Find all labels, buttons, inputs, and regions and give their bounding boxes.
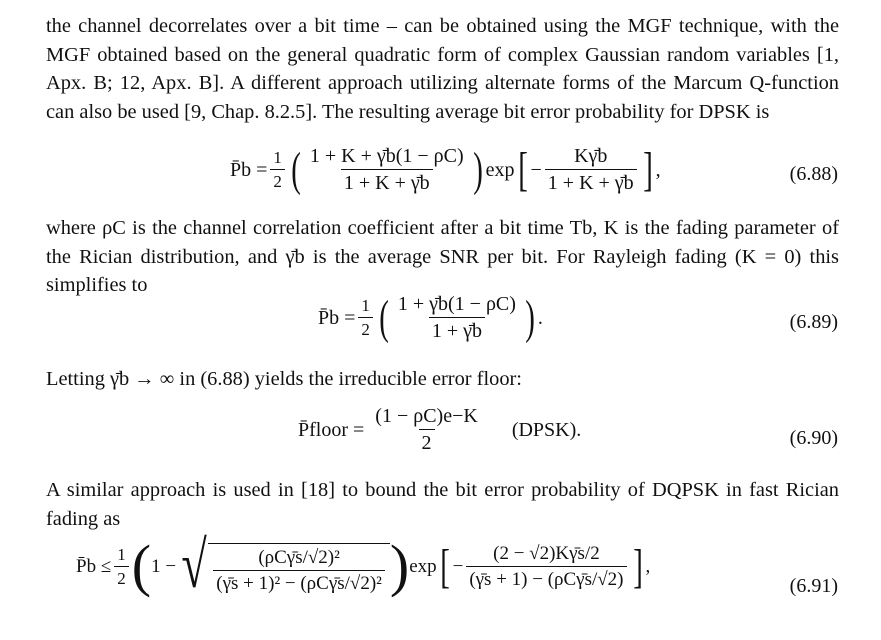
eq688-half-den: 2 [270,169,285,190]
eq689-tail: . [537,306,543,329]
eq691-exp: exp [409,555,437,577]
eq691-tail: , [645,555,651,577]
eq691-sqrt-den: (γ̄s + 1)² − (ρCγ̄s/√2)² [213,570,385,593]
equation-6-88: P̄b = $\frac{1}{2}$ ( $\frac{1 + K + \gammāb(1 - \rho C)}{1 + K + \gammāb}$ ) exp [ − $\frac{K\gammāb}{1 + K + \gammāb}$ ] , (6.88) [230,142,838,196]
equation-6-91: P̄b ≤ $\frac{1}{2}$ ( 1 − √ $\frac{\text{(ρCγ̄s/√2)²}}{\text{(γ̄s + 1)² − (ρCγ̄s/√2)²}}$ ) exp [ − $\frac{(2 - √2)K\gammās/2}{\text{(γ̄s + 1) − (ρCγ̄s/√2)}}$ ] , (6.91) [76,529,838,602]
eq690-label: (DPSK). [511,418,582,441]
eq689-half-den: 2 [358,317,373,338]
eq688-minus: − [530,158,542,181]
eq691-sqrt-num: (ρCγ̄s/√2)² [258,546,340,568]
eq688-exp: exp [485,158,515,181]
eq691-minus: − [452,555,464,577]
eq688-tail: , [655,158,661,181]
eq691-exp-num: (2 − √2)Kγ̄s/2 [493,542,600,564]
eq688-exp-den: 1 + K + γ̄b [545,169,637,193]
eq688-number: (6.88) [789,163,838,185]
eq689-frac-num: 1 + γ̄b(1 − ρC) [397,293,516,315]
eq688-exp-num: Kγ̄b [574,145,608,167]
equation-6-89: P̄b = $\frac{1}{2}$ ( $\frac{1 + \gammāb(1 - \rho C)}{1 + \gammāb}$ ) . (6.89) [318,290,838,344]
paragraph-dqpsk: A similar approach is used in [18] to bound the bit error probability of DQPSK in fast Rician fading as [46,479,839,530]
eq689-lhs: P̄b = [318,306,356,329]
eq690-frac-num: (1 − ρC)e−K [375,405,478,427]
paragraph-error-floor: Letting γ̄b → ∞ in (6.88) yields the irreducible error floor: [46,368,522,390]
eq690-lhs: P̄floor = [298,418,365,441]
eq690-frac-den: 2 [419,429,435,453]
eq688-lhs: P̄b = [230,158,268,181]
equation-6-90 [40,406,840,466]
eq690-number: (6.90) [789,427,838,449]
paragraph-correlation: where ρC is the channel correlation coefficient after a bit time Tb, K is the fading parameter of the Rician distribution, and γ̄b is the average SNR per bit. For Rayleigh fading (K = 0) this simplifies to [46,217,839,296]
eq691-one-minus: 1 − [151,555,177,577]
eq688-frac-den: 1 + K + γ̄b [341,169,433,193]
eq691-half-num: 1 [117,544,126,564]
paragraph-intro: the channel decorrelates over a bit time – can be obtained using the MGF technique, with the MGF obtained based on the general quadratic form of complex Gaussian random variables [1, Apx. B; 12, Apx. B]. A different approach utilizing alternate forms of the Marcum Q-function can also be used [9, Chap. 8.2.5]. The resulting average bit error probability for DPSK is [46,15,839,123]
eq691-lhs: P̄b ≤ [76,555,112,577]
eq691-exp-den: (γ̄s + 1) − (ρCγ̄s/√2) [466,566,626,589]
eq688-half-num: 1 [273,148,282,167]
eq691-half-den: 2 [114,566,129,587]
eq691-number: (6.91) [789,575,838,597]
eq689-number: (6.89) [789,311,838,333]
eq689-half-num: 1 [361,296,370,315]
eq689-frac-den: 1 + γ̄b [429,317,485,341]
eq688-frac-num: 1 + K + γ̄b(1 − ρC) [309,145,464,167]
